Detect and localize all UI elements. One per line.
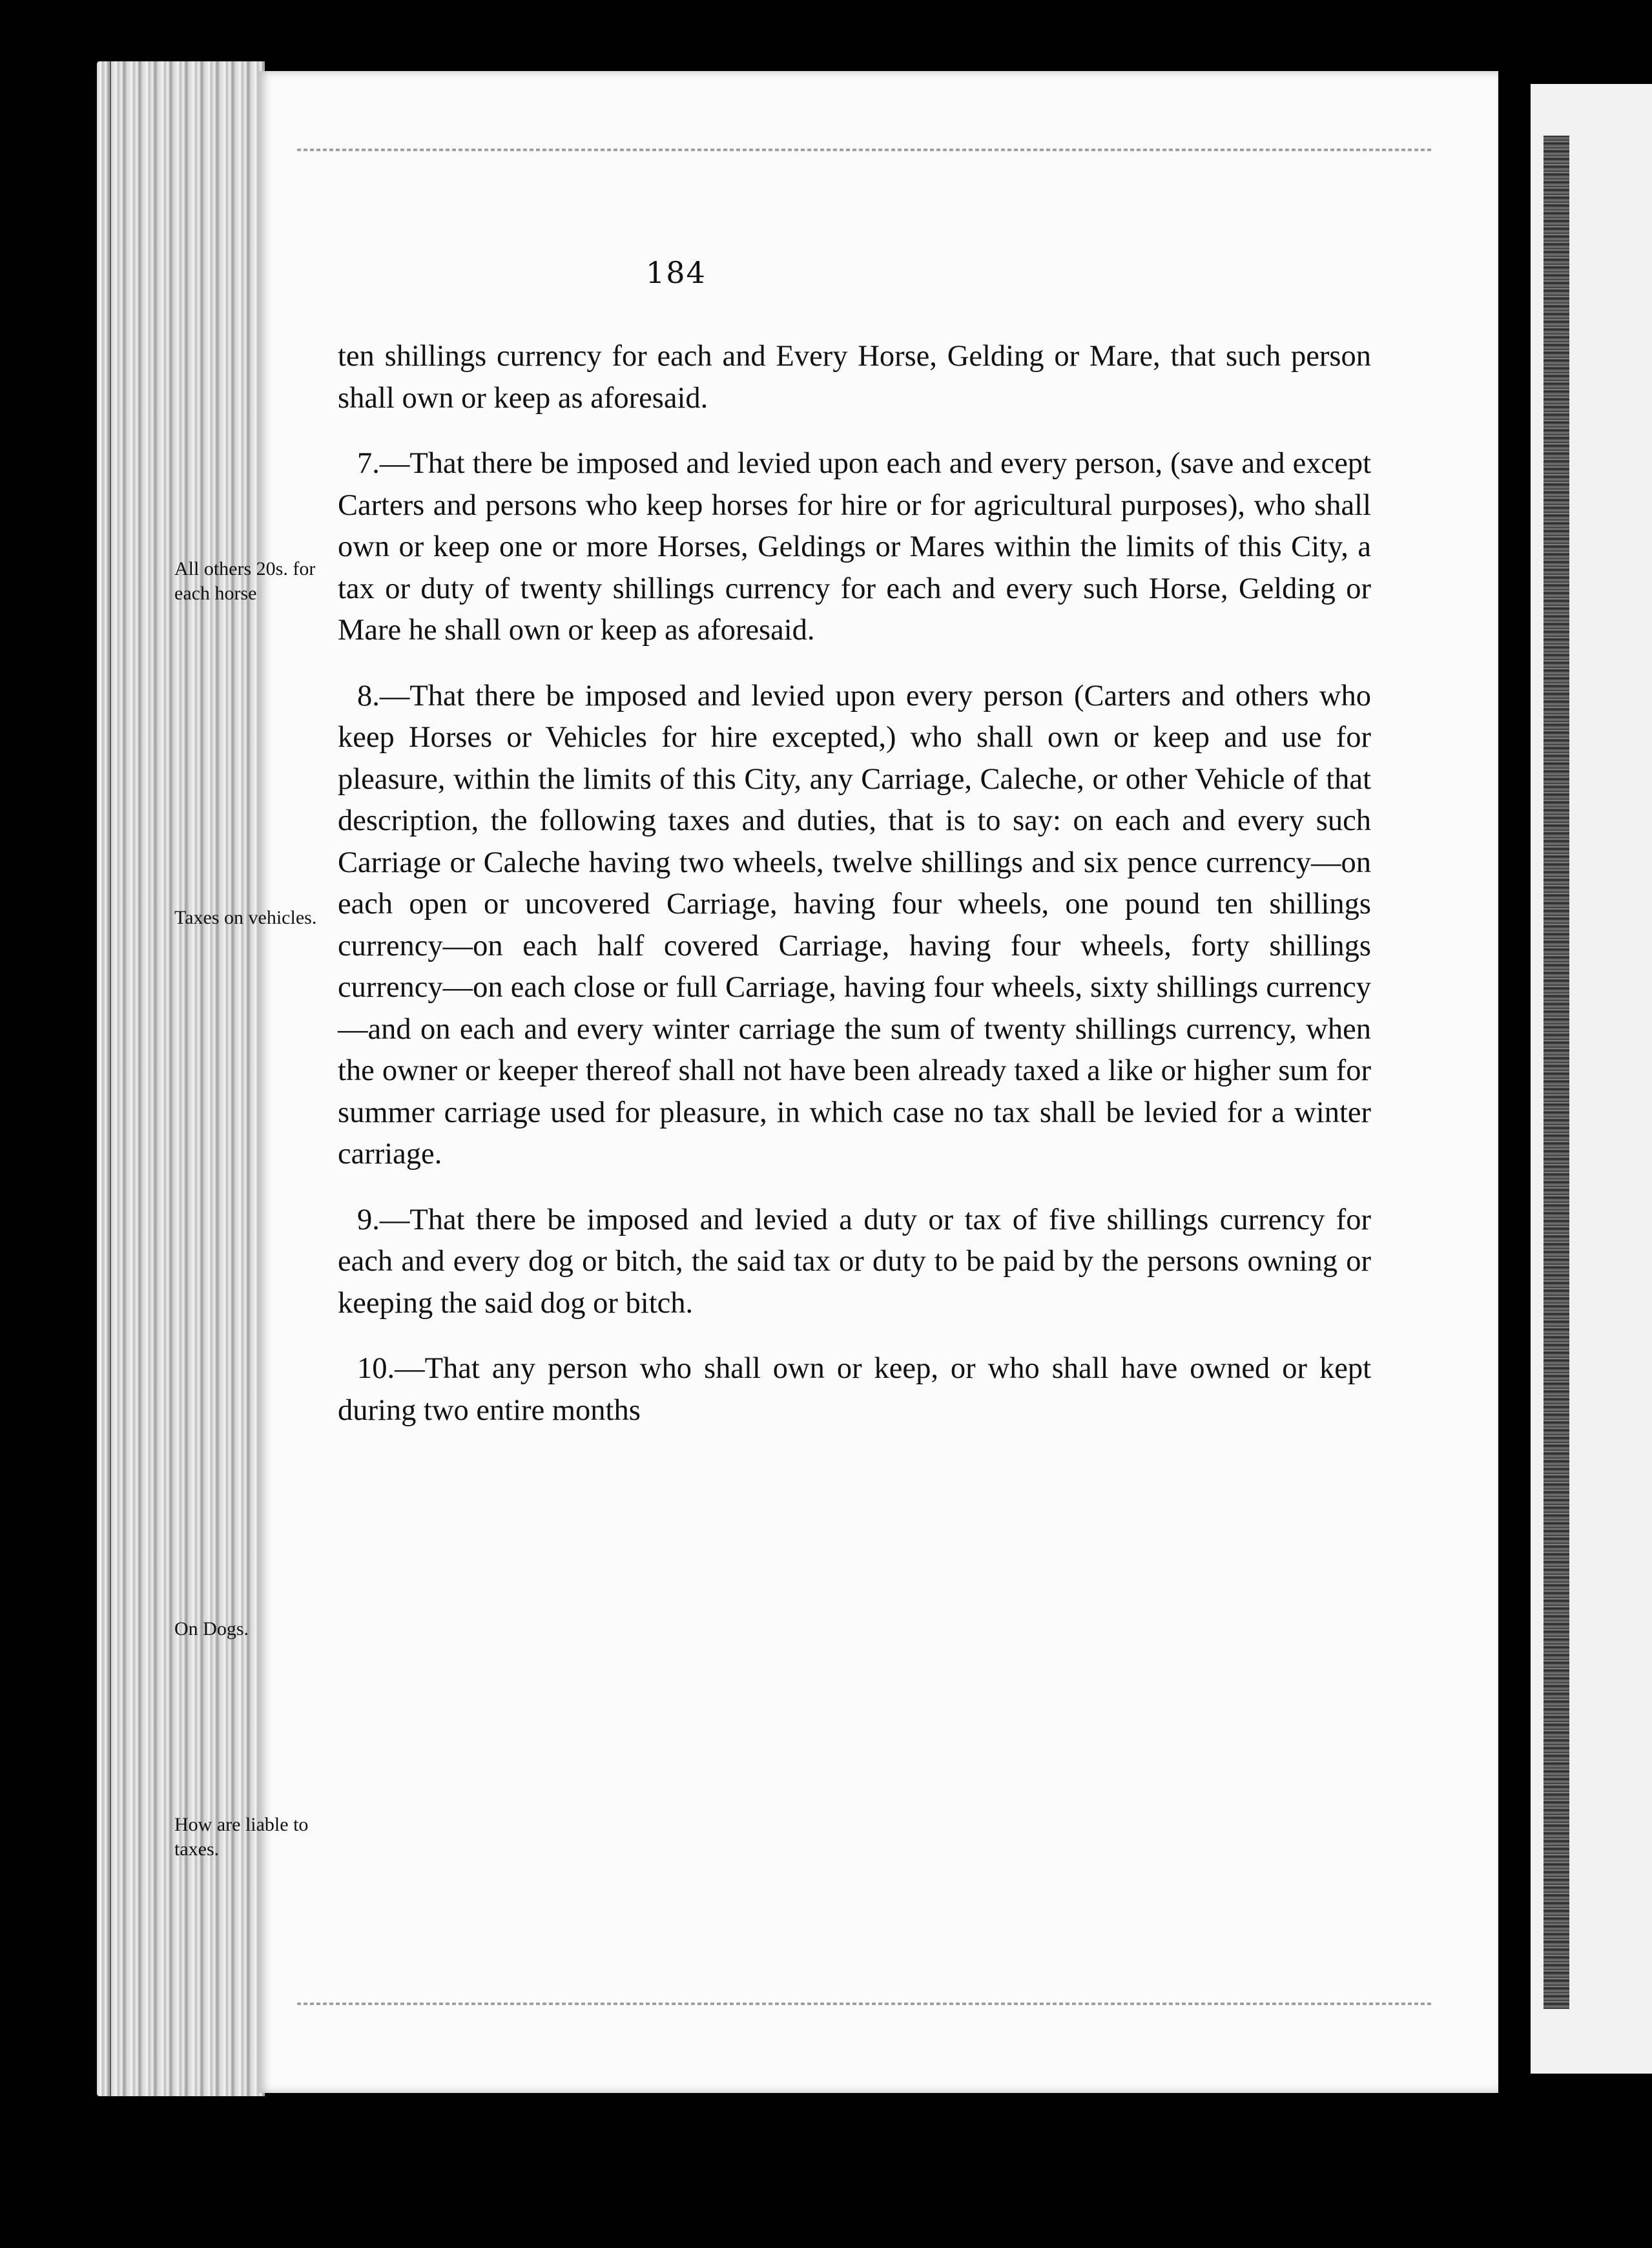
section-8 (338, 676, 1371, 1176)
page-number: 184 (646, 255, 707, 290)
section-7 (338, 443, 1371, 652)
paragraph: 10.—That any person who shall own or keep, or who shall have owned or kept during two entire months (338, 1352, 1371, 1427)
margin-note-liable: How are liable to taxes. (174, 1814, 309, 1860)
paragraph: 7.—That there be imposed and levied upon each and every person, (save and except Carters and persons who keep horses for hire or for agricultural purposes), who shall own or keep one or more Horses, Geldings or Mares within the limits of this City, a tax or duty of twenty shillings currency for each and every such Horse, Gelding or Mare he shall own or keep as aforesaid. (338, 447, 1371, 647)
paragraph: 8.—That there be imposed and levied upon every person (Carters and others who keep Horses or Vehicles for hire excepted,) who shall own or keep and use for pleasure, within the limits of this City, any Carriage, Caleche, or other Vehicle of that description, the following taxes and duties, that is to say: on each and every such Carriage or Caleche having two wheels, twelve shillings and six pence currency—on each open or uncovered Carriage, having four wheels, one pound ten shillings currency—on each half covered Carriage, having four wheels, forty shillings currency—on each close or full Carriage, having four wheels, sixty shillings currency—and on each and every winter carriage the sum of twenty shillings currency, when the owner or keeper thereof shall not have been already taxed a like or higher sum for summer carriage used for pleasure, in which case no tax shall be levied for a winter carriage. (338, 679, 1371, 1171)
top-rule (297, 149, 1434, 151)
body-text (338, 336, 1371, 1431)
margin-note-vehicles: Taxes on vehicles. (174, 907, 317, 928)
section-10 (338, 1348, 1371, 1431)
paragraph: 9.—That there be imposed and levied a duty or tax of five shillings currency for each and every dog or bitch, the said tax or duty to be paid by the persons owning or keeping the said dog or bitch. (338, 1203, 1371, 1320)
adjacent-page-gutter (1544, 136, 1569, 2009)
margin-note-horses: All others 20s. for each horse (174, 558, 316, 604)
paragraph: ten shillings currency for each and Every Horse, Gelding or Mare, that such person shall own or keep as aforesaid. (338, 340, 1371, 415)
book-page-edges (97, 61, 265, 2096)
adjacent-page (1531, 84, 1652, 2074)
margin-note-dogs: On Dogs. (174, 1618, 249, 1639)
bottom-rule (297, 2003, 1434, 2005)
section-continuation (338, 336, 1371, 419)
section-9 (338, 1200, 1371, 1325)
